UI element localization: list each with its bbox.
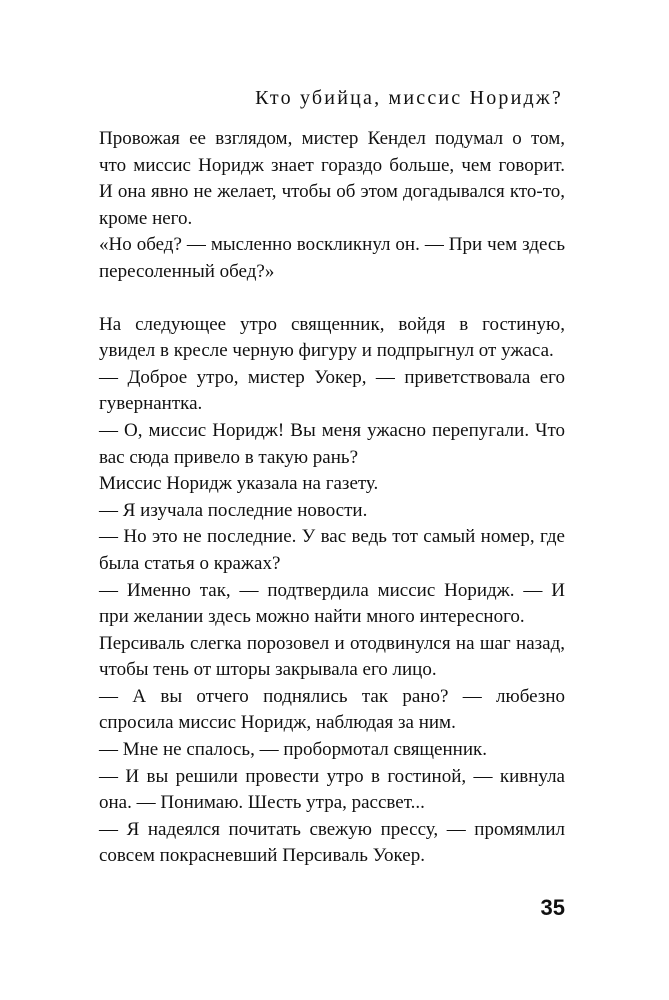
paragraph: — А вы отчего поднялись так рано? — любезно спросила миссис Норидж, наблюдая за ним. — [99, 685, 565, 734]
paragraph: — Мне не спалось, — пробормотал священник. — [99, 739, 487, 761]
paragraph: — Доброе утро, мистер Уокер, — приветствовала его гувернантка. — [99, 366, 565, 415]
page-number: 35 — [540, 895, 565, 920]
paragraph: На следующее утро священник, войдя в гостиную, увидел в кресле черную фигуру и подпрыгнул от ужаса. — [99, 313, 565, 362]
running-header: Кто убийца, миссис Норидж? — [255, 87, 563, 109]
paragraph: «Но обед? — мысленно воскликнул он. — При чем здесь пересоленный обед?» — [99, 234, 565, 282]
paragraph: Миссис Норидж указала на газету. — [99, 473, 379, 495]
paragraph: — И вы решили провести утро в гостиной, — кивнула она. — Понимаю. Шесть утра, рассвет... — [99, 765, 565, 814]
paragraph: Провожая ее взглядом, мистер Кендел подумал о том, что миссис Норидж знает гораздо больше, чем говорит. И она явно не желает, чтобы об этом догадывался кто-то, кроме него. — [99, 128, 565, 229]
body-text — [99, 126, 565, 870]
paragraph: — Я изучала последние новости. — [99, 499, 368, 521]
paragraph: — Я надеялся почитать свежую прессу, — промямлил совсем покрасневший Персиваль Уокер. — [99, 818, 565, 867]
paragraph: — Но это не последние. У вас ведь тот самый номер, где была статья о кражах? — [99, 526, 565, 574]
paragraph: — О, миссис Норидж! Вы меня ужасно перепугали. Что вас сюда привело в такую рань? — [99, 419, 565, 468]
paragraph: — Именно так, — подтвердила миссис Норидж. — И при желании здесь можно найти много интересного. — [99, 579, 565, 628]
paragraph: Персиваль слегка порозовел и отодвинулся на шаг назад, чтобы тень от шторы закрывала его лицо. — [99, 632, 565, 681]
